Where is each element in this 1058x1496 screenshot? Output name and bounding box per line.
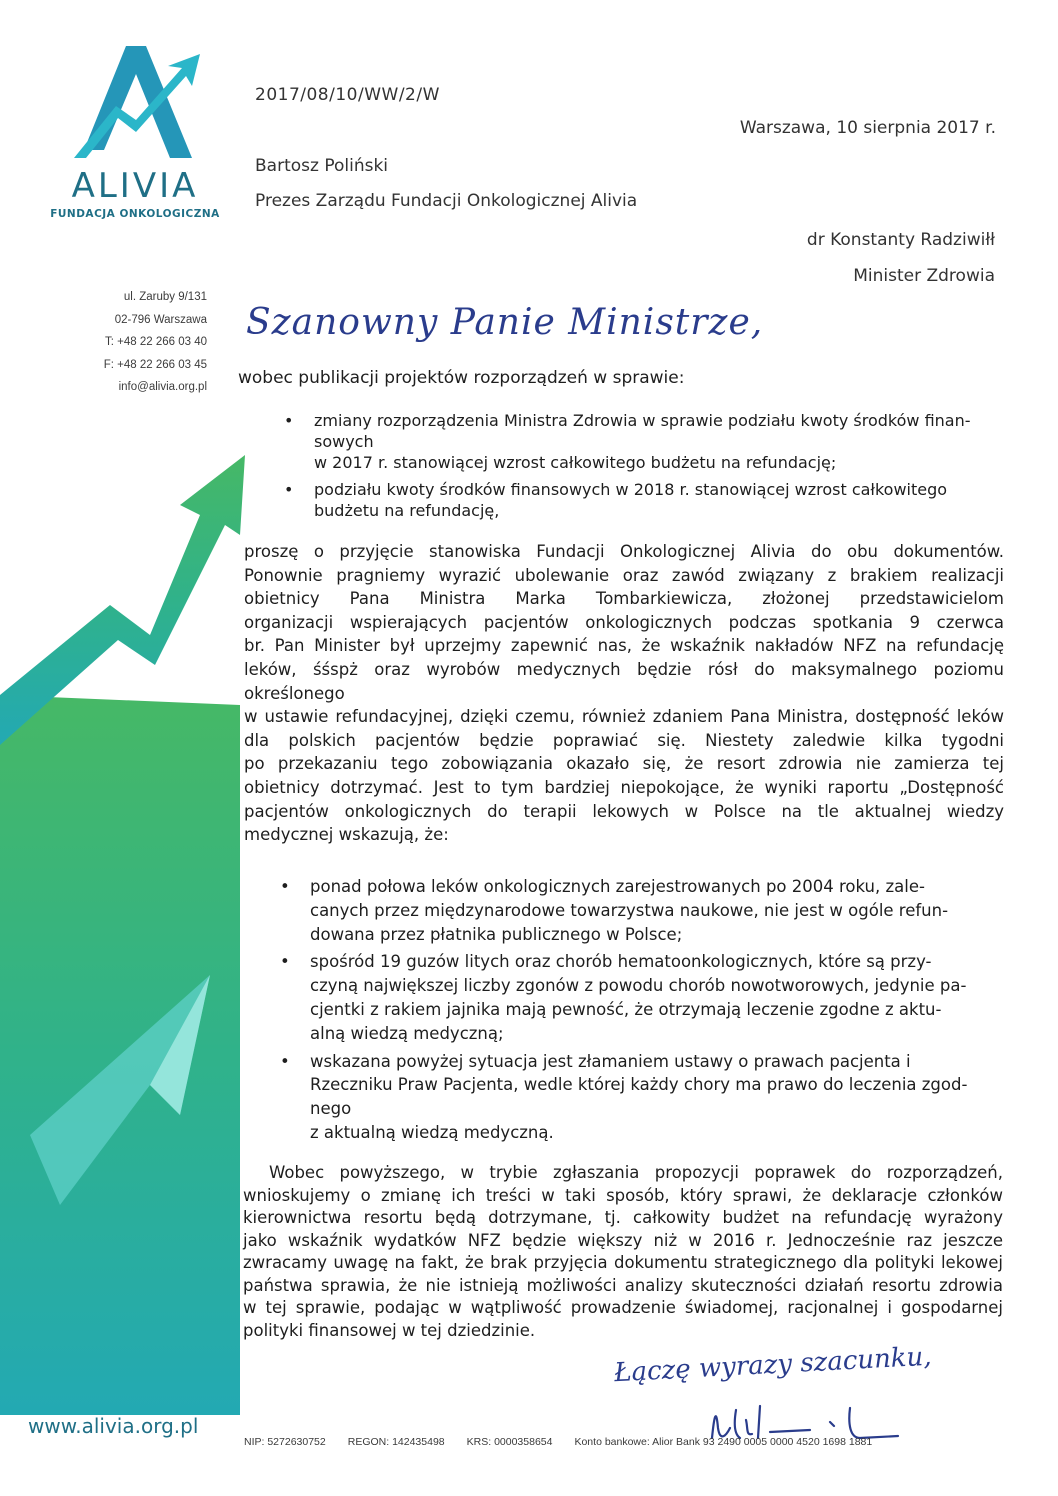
- contact-fax: F: +48 22 266 03 45: [103, 358, 207, 371]
- paragraph-line: dla polskich pacjentów będzie poprawiać się. Niestety zaledwie kilka tygodni: [244, 730, 1004, 750]
- bullet-icon: •: [284, 411, 294, 430]
- letter-reference: 2017/08/10/WW/2/W: [255, 85, 440, 105]
- paragraph-line: Wobec powyższego, w trybie zgłaszania propozycji poprawek do rozporządzeń,: [269, 1163, 1003, 1182]
- paragraph-line: proszę o przyjęcie stanowiska Fundacji Onkologicznej Alivia do obu dokumentów.: [244, 542, 1004, 561]
- contact-city: 02-796 Warszawa: [114, 313, 207, 326]
- paragraph-line: kierownictwa resortu będą dotrzymane, tj. całkowity budżet na refundację wyrażony: [243, 1208, 1003, 1227]
- list-item: [258, 410, 1004, 473]
- footer-nip: NIP: 5272630752: [244, 1436, 326, 1448]
- footer-registry: [244, 1436, 1024, 1448]
- paragraph-line: Ponownie pragniemy wyrazić ubolewanie oraz zawód związany z brakiem realizacji: [244, 565, 1004, 585]
- paragraph-line: zwracamy uwagę na fakt, że brak przyjęcia dokumentu strategicznego dla polityki lekowej: [243, 1253, 1003, 1272]
- footer-bank: Konto bankowe: Alior Bank 93 2490 0005 0000 4520 1698 1881: [574, 1436, 873, 1448]
- paragraph-line: organizacji wspierających pacjentów onkologicznych podczas spotkania 9 czerwca: [244, 612, 1004, 632]
- sender-name: Bartosz Poliński: [255, 156, 389, 176]
- bullet-icon: •: [280, 952, 290, 972]
- paragraph-line: br. Pan Minister był uprzejmy zapewnić nas, że wskaźnik nakładów NFZ na refundację: [244, 636, 1004, 656]
- bullet-list-regulations: [258, 410, 1004, 527]
- body-paragraph-1: [244, 540, 1004, 847]
- paragraph-line: wnioskujemy o zmianę ich treści w taki sposób, który sprawi, że deklaracje członków: [243, 1185, 1003, 1205]
- paragraph-line: jako wskaźnik wydatków NFZ będzie większy niż w 2016 r. Jednocześnie raz jeszcze: [243, 1230, 1003, 1250]
- paragraph-line: pacjentów onkologicznych do terapii lekowych w Polsce na tle aktualnej wiedzy: [244, 801, 1004, 821]
- list-item-line: w 2017 r. stanowiącej wzrost całkowitego budżetu na refundację;: [314, 453, 837, 472]
- list-item-line: dowana przez płatnika publicznego w Polsce;: [310, 924, 683, 944]
- list-item-line: sowych: [314, 432, 374, 451]
- handwritten-closing: Łączę wyrazy szacunku,: [613, 1341, 933, 1389]
- paragraph-line: po przekazaniu tego zobowiązania okazało się, że resort zdrowia nie zamierza tej: [244, 754, 1004, 774]
- recipient-role: Minister Zdrowia: [853, 266, 995, 286]
- body-paragraph-2: [243, 1162, 1003, 1342]
- list-item-line: zmiany rozporządzenia Ministra Zdrowia w sprawie podziału kwoty środków finan-: [314, 411, 971, 430]
- paragraph-line: w tej sprawie, podając w wątpliwość prowadzenie świadomej, racjonalnej i gospodarnej: [243, 1298, 1003, 1317]
- paragraph-line: obietnicy Pana Ministra Marka Tombarkiewicza, złożonej przedstawicielom: [244, 589, 1004, 609]
- recipient-name: dr Konstanty Radziwiłł: [806, 230, 995, 250]
- list-item-line: Rzeczniku Praw Pacjenta, wedle której każdy chory ma prawo do leczenia zgod-: [310, 1075, 968, 1095]
- bullet-list-findings: [254, 875, 1004, 1149]
- list-item: [254, 1050, 1004, 1145]
- list-item-line: cjentki z rakiem jajnika mają pewność, że otrzymają leczenie zgodne z aktu-: [310, 999, 942, 1019]
- brand-subtitle: FUNDACJA ONKOLOGICZNA: [50, 208, 220, 220]
- paragraph-line: polityki finansowej w tej dziedzinie.: [243, 1320, 536, 1340]
- list-item-line: alną wiedzą medyczną;: [310, 1023, 504, 1043]
- paragraph-line: określonego: [244, 683, 345, 703]
- list-item: [254, 875, 1004, 946]
- paragraph-line: obietnicy dotrzymać. Jest to tym bardziej niepokojące, że wyniki raportu „Dostępność: [244, 777, 1004, 797]
- list-item-line: podziału kwoty środków finansowych w 2018 r. stanowiącej wzrost całkowitego: [314, 480, 948, 499]
- sender-role: Prezes Zarządu Fundacji Onkologicznej Alivia: [255, 191, 638, 211]
- letter-date: Warszawa, 10 sierpnia 2017 r.: [739, 118, 996, 138]
- list-item-line: czyną największej liczby zgonów z powodu chorób nowotworowych, jedynie pa-: [310, 976, 967, 996]
- decorative-arrows: [0, 415, 245, 1415]
- list-item-line: z aktualną wiedzą medyczną.: [310, 1122, 554, 1142]
- paragraph-line: medycznej wskazują, że:: [244, 825, 449, 845]
- bullet-icon: •: [284, 480, 294, 499]
- list-item-line: wskazana powyżej sytuacja jest złamaniem ustawy o prawach pacjenta i: [310, 1051, 911, 1071]
- alivia-logo-icon: [64, 46, 204, 166]
- contact-street: ul. Zaruby 9/131: [123, 291, 207, 303]
- contact-phone: T: +48 22 266 03 40: [105, 336, 207, 349]
- paragraph-line: w ustawie refundacyjnej, dzięki czemu, również zdaniem Pana Ministra, dostępność leków: [244, 707, 1004, 727]
- footer-krs: KRS: 0000358654: [466, 1436, 553, 1448]
- list-item-line: ponad połowa leków onkologicznych zarejestrowanych po 2004 roku, zale-: [310, 877, 925, 896]
- intro-line: wobec publikacji projektów rozporządzeń w sprawie:: [238, 368, 685, 388]
- footer-regon: REGON: 142435498: [347, 1436, 445, 1448]
- bullet-icon: •: [280, 1051, 290, 1071]
- list-item: [258, 479, 1004, 521]
- handwritten-salutation: Szanowny Panie Ministrze,: [246, 302, 764, 343]
- contact-block: [40, 286, 207, 399]
- list-item-line: nego: [310, 1099, 352, 1119]
- list-item-line: budżetu na refundację,: [314, 501, 500, 520]
- list-item-line: canych przez międzynarodowe towarzystwa naukowe, nie jest w ogóle refun-: [310, 900, 949, 920]
- list-item-line: spośród 19 guzów litych oraz chorób hematoonkologicznych, które są przy-: [310, 952, 932, 972]
- website-link[interactable]: www.alivia.org.pl: [28, 1414, 199, 1438]
- contact-email: info@alivia.org.pl: [118, 381, 207, 394]
- list-item: [254, 950, 1004, 1045]
- paragraph-line: państwa sprawia, że nie istnieją możliwości analizy skuteczności działań resortu zdrowia: [243, 1275, 1003, 1295]
- bullet-icon: •: [280, 877, 290, 896]
- brand-name: ALIVIA: [71, 166, 199, 206]
- paragraph-line: leków, śśspż oraz wyrobów medycznych będzie rósł do maksymalnego poziomu: [244, 659, 1004, 679]
